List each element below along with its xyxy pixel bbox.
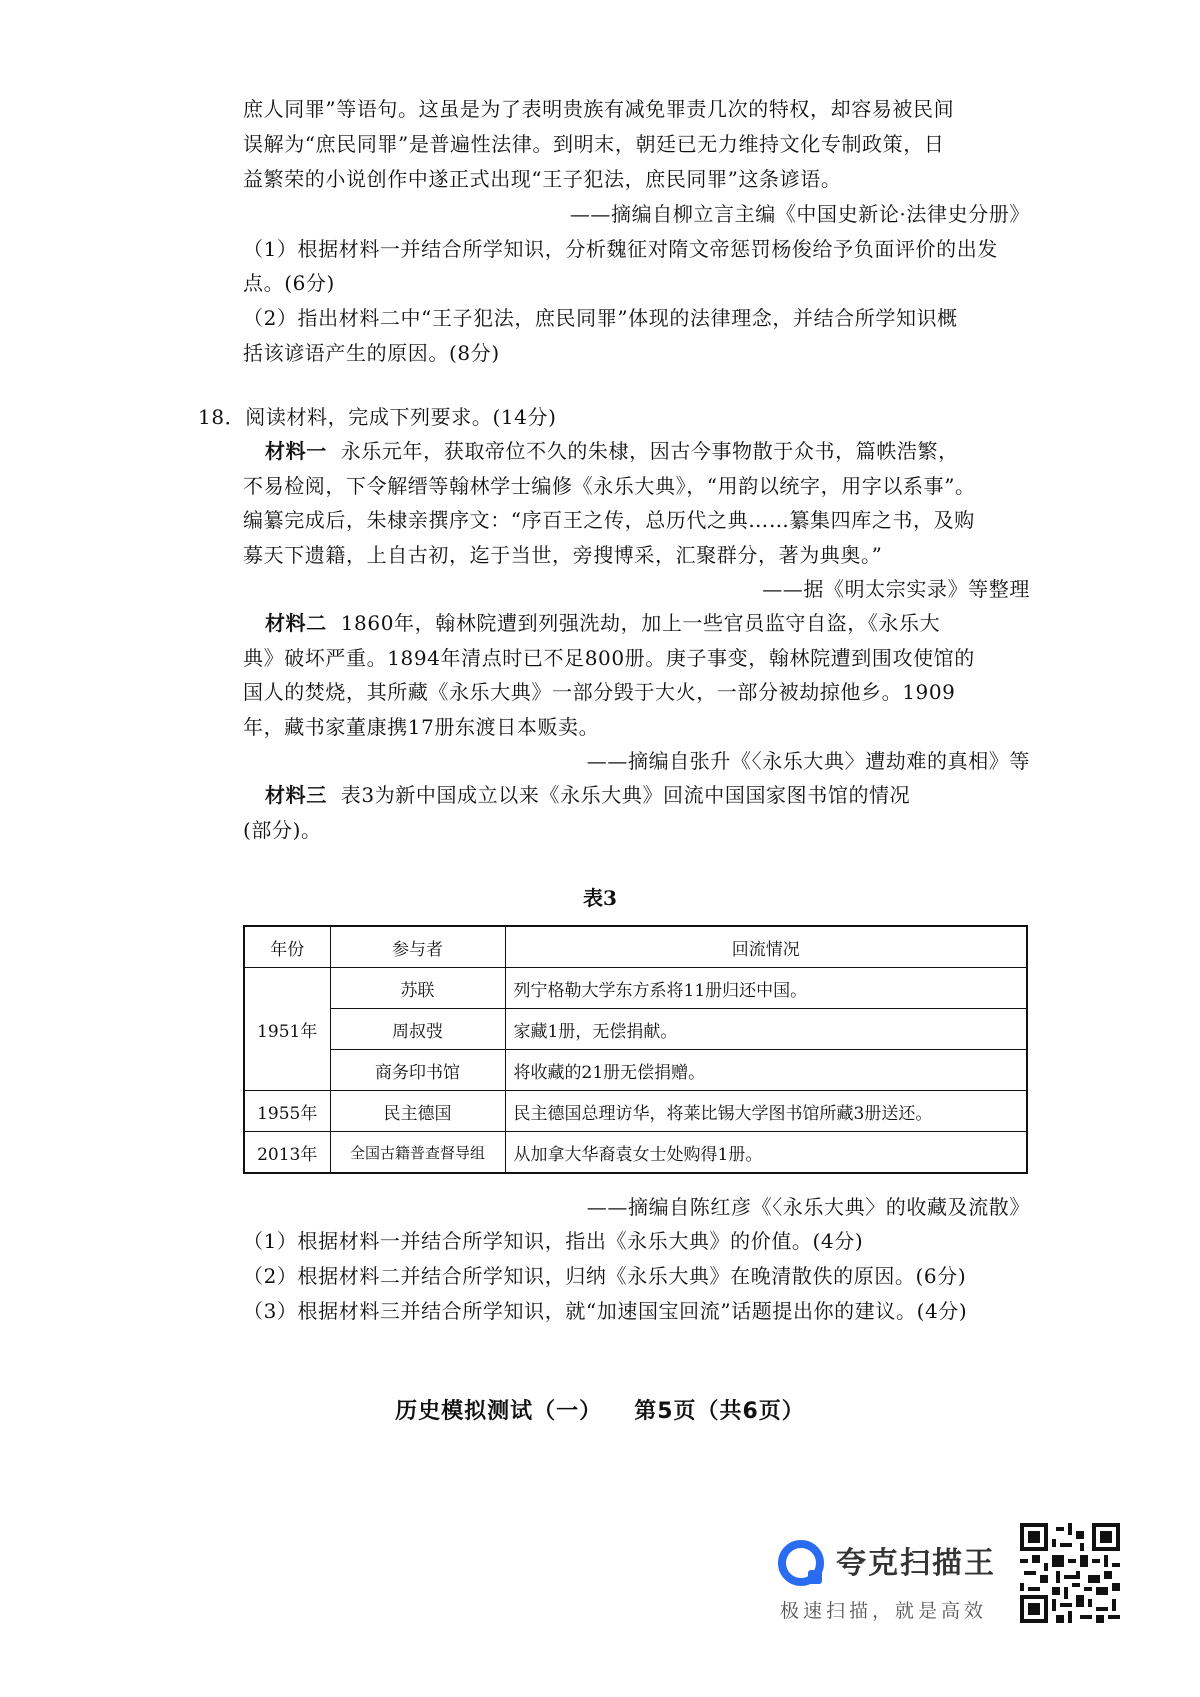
question-17-1-cont: 点。(6分)	[243, 271, 335, 295]
question-18-2: （2）根据材料二并结合所学知识，归纳《永乐大典》在晚清散佚的原因。(6分)	[243, 1264, 967, 1288]
cell-participant: 民主德国	[330, 1091, 505, 1132]
cell-detail: 从加拿大华裔袁女士处购得1册。	[505, 1132, 1027, 1174]
cell-year: 2013年	[244, 1132, 330, 1174]
cell-participant: 全国古籍普查督导组	[330, 1132, 505, 1174]
cell-participant: 苏联	[330, 968, 505, 1009]
column-header-year: 年份	[244, 926, 330, 968]
question-18-3: （3）根据材料三并结合所学知识，就“加速国宝回流”话题提出你的建议。(4分)	[243, 1299, 968, 1323]
text-line: 庶人同罪”等语句。这虽是为了表明贵族有减免罪责几次的特权，却容易被民间	[243, 97, 955, 121]
cell-participant: 商务印书馆	[330, 1050, 505, 1091]
watermark-slogan: 极速扫描，就是高效	[780, 1600, 988, 1622]
text-line: 募天下遗籍，上自古初，迄于当世，旁搜博采，汇聚群分，著为典奥。”	[243, 543, 883, 567]
material-1-label: 材料一	[265, 439, 327, 463]
source-citation: ——摘编自陈红彦《〈永乐大典〉的收藏及流散》	[586, 1195, 1030, 1219]
column-header-participant: 参与者	[330, 926, 505, 968]
material-3-label: 材料三	[265, 783, 327, 807]
text-line: (部分)。	[243, 818, 322, 842]
footer-title: 历史模拟测试（一）	[395, 1399, 603, 1424]
cell-year: 1951年	[244, 968, 330, 1091]
material-3-first-line	[265, 778, 910, 812]
cell-participant: 周叔弢	[330, 1009, 505, 1050]
scanner-watermark	[778, 1532, 1018, 1632]
question-17-1: （1）根据材料一并结合所学知识，分析魏征对隋文帝惩罚杨俊给予负面评价的出发	[243, 237, 998, 261]
page-footer	[0, 1394, 1200, 1425]
cell-detail: 列宁格勒大学东方系将11册归还中国。	[505, 968, 1027, 1009]
watermark-brand: 夸克扫描王	[836, 1546, 996, 1581]
material-1-first-line	[265, 434, 959, 468]
cell-year: 1955年	[244, 1091, 330, 1132]
table-row	[244, 1050, 1027, 1091]
text-line: 编纂完成后，朱棣亲撰序文：“序百王之传，总历代之典……纂集四库之书，及购	[243, 508, 975, 532]
column-header-detail: 回流情况	[505, 926, 1027, 968]
table-row	[244, 1091, 1027, 1132]
text-line: 典》破坏严重。1894年清点时已不足800册。庚子事变，翰林院遭到围攻使馆的	[243, 646, 975, 670]
cell-detail: 将收藏的21册无偿捐赠。	[505, 1050, 1027, 1091]
table-row	[244, 1009, 1027, 1050]
material-2-first-line	[265, 606, 940, 640]
source-citation: ——据《明太宗实录》等整理	[762, 577, 1030, 601]
text-line: 1860年，翰林院遭到列强洗劫，加上一些官员监守自盗，《永乐大	[340, 611, 941, 635]
question-17-2: （2）指出材料二中“王子犯法，庶民同罪”体现的法律理念，并结合所学知识概	[243, 306, 958, 330]
footer-page-number: 第5页（共6页）	[634, 1399, 805, 1424]
text-line: 益繁荣的小说创作中遂正式出现“王子犯法，庶民同罪”这条谚语。	[243, 167, 842, 191]
table-row	[244, 968, 1027, 1009]
source-citation: ——摘编自柳立言主编《中国史新论·法律史分册》	[569, 202, 1030, 226]
table-3	[243, 925, 1028, 1174]
table-row	[244, 1132, 1027, 1174]
quark-logo-icon	[778, 1540, 824, 1586]
table-title: 表3	[583, 886, 617, 910]
question-17-2-cont: 括该谚语产生的原因。(8分)	[243, 341, 500, 365]
material-2-label: 材料二	[265, 611, 327, 635]
question-18-heading: 18．阅读材料，完成下列要求。(14分)	[198, 405, 557, 429]
text-line: 表3为新中国成立以来《永乐大典》回流中国国家图书馆的情况	[340, 783, 911, 807]
text-line: 永乐元年，获取帝位不久的朱棣，因古今事物散于众书，篇帙浩繁，	[340, 439, 959, 463]
text-line: 不易检阅，下令解缙等翰林学士编修《永乐大典》，“用韵以统字，用字以系事”。	[243, 474, 976, 498]
table-header-row	[244, 926, 1027, 968]
source-citation: ——摘编自张升《〈永乐大典〉遭劫难的真相》等	[586, 749, 1030, 773]
text-line: 国人的焚烧，其所藏《永乐大典》一部分毁于大火，一部分被劫掠他乡。1909	[243, 680, 956, 704]
text-line: 误解为“庶民同罪”是普遍性法律。到明末，朝廷已无力维持文化专制政策，日	[243, 132, 945, 156]
qr-code-icon	[1020, 1523, 1120, 1623]
cell-detail: 家藏1册，无偿捐献。	[505, 1009, 1027, 1050]
cell-detail: 民主德国总理访华，将莱比锡大学图书馆所藏3册送还。	[505, 1091, 1027, 1132]
question-18-1: （1）根据材料一并结合所学知识，指出《永乐大典》的价值。(4分)	[243, 1229, 864, 1253]
text-line: 年，藏书家董康携17册东渡日本贩卖。	[243, 715, 600, 739]
